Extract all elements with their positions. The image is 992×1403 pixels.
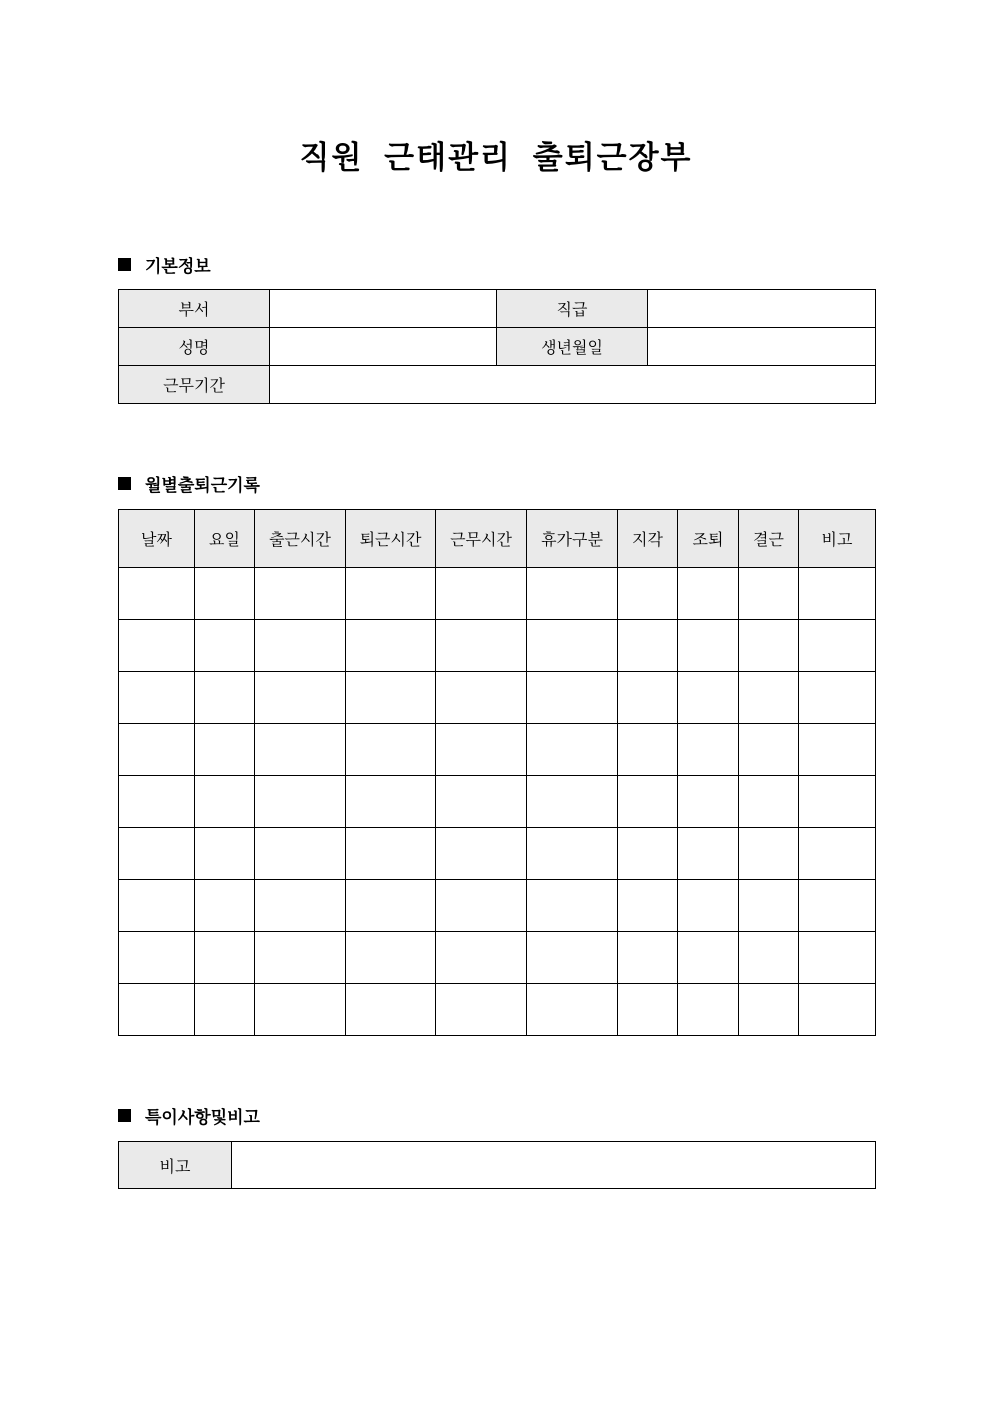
record-cell[interactable] xyxy=(739,880,799,932)
record-cell[interactable] xyxy=(195,620,255,672)
info-row-work-period xyxy=(119,366,876,404)
notes-label: 비고 xyxy=(119,1142,232,1189)
birthdate-field[interactable] xyxy=(648,328,876,366)
square-bullet-icon xyxy=(118,1109,131,1122)
record-cell[interactable] xyxy=(739,828,799,880)
record-cell[interactable] xyxy=(195,672,255,724)
record-cell[interactable] xyxy=(678,724,739,776)
notes-field[interactable] xyxy=(232,1142,876,1189)
record-cell[interactable] xyxy=(739,932,799,984)
record-cell[interactable] xyxy=(436,828,527,880)
record-cell[interactable] xyxy=(618,620,678,672)
position-label: 직급 xyxy=(497,290,648,328)
record-cell[interactable] xyxy=(255,932,346,984)
record-cell[interactable] xyxy=(799,724,876,776)
record-cell[interactable] xyxy=(739,620,799,672)
record-cell[interactable] xyxy=(527,880,618,932)
record-cell[interactable] xyxy=(618,828,678,880)
position-field[interactable] xyxy=(648,290,876,328)
record-cell[interactable] xyxy=(346,620,436,672)
record-cell[interactable] xyxy=(119,932,195,984)
record-cell[interactable] xyxy=(436,724,527,776)
record-cell[interactable] xyxy=(255,984,346,1036)
record-cell[interactable] xyxy=(799,620,876,672)
record-cell[interactable] xyxy=(527,932,618,984)
record-cell[interactable] xyxy=(678,568,739,620)
table-row xyxy=(119,828,876,880)
record-cell[interactable] xyxy=(678,828,739,880)
col-header-clock-out: 퇴근시간 xyxy=(346,510,436,568)
record-cell[interactable] xyxy=(195,932,255,984)
record-cell[interactable] xyxy=(799,672,876,724)
record-cell[interactable] xyxy=(195,880,255,932)
record-cell[interactable] xyxy=(799,880,876,932)
notes-table xyxy=(118,1141,876,1189)
record-cell[interactable] xyxy=(195,776,255,828)
record-cell[interactable] xyxy=(527,984,618,1036)
department-label: 부서 xyxy=(119,290,270,328)
record-cell[interactable] xyxy=(618,672,678,724)
record-cell[interactable] xyxy=(739,984,799,1036)
basic-info-table xyxy=(118,289,876,404)
section-heading-notes xyxy=(118,1103,260,1127)
record-cell[interactable] xyxy=(799,776,876,828)
record-cell[interactable] xyxy=(527,672,618,724)
department-field[interactable] xyxy=(270,290,497,328)
record-cell[interactable] xyxy=(346,984,436,1036)
section-heading-basic-label: 기본정보 xyxy=(145,256,211,277)
record-cell[interactable] xyxy=(618,776,678,828)
record-cell[interactable] xyxy=(255,568,346,620)
record-cell[interactable] xyxy=(346,880,436,932)
record-cell[interactable] xyxy=(195,828,255,880)
notes-row xyxy=(119,1142,876,1189)
table-row xyxy=(119,984,876,1036)
col-header-remarks: 비고 xyxy=(799,510,876,568)
record-cell[interactable] xyxy=(195,724,255,776)
record-cell[interactable] xyxy=(618,880,678,932)
table-row xyxy=(119,880,876,932)
record-cell[interactable] xyxy=(119,724,195,776)
record-cell[interactable] xyxy=(678,620,739,672)
record-cell[interactable] xyxy=(346,672,436,724)
monthly-record-table xyxy=(118,509,876,1036)
record-cell[interactable] xyxy=(527,828,618,880)
record-cell[interactable] xyxy=(678,672,739,724)
table-row xyxy=(119,672,876,724)
section-heading-monthly xyxy=(118,471,260,495)
square-bullet-icon xyxy=(118,477,131,490)
col-header-work-hours: 근무시간 xyxy=(436,510,527,568)
record-cell[interactable] xyxy=(678,776,739,828)
square-bullet-icon xyxy=(118,258,131,271)
record-cell[interactable] xyxy=(436,880,527,932)
record-body xyxy=(119,568,876,1036)
record-cell[interactable] xyxy=(195,568,255,620)
record-cell[interactable] xyxy=(618,724,678,776)
record-cell[interactable] xyxy=(255,724,346,776)
record-cell[interactable] xyxy=(436,932,527,984)
record-cell[interactable] xyxy=(255,672,346,724)
record-cell[interactable] xyxy=(119,880,195,932)
record-cell[interactable] xyxy=(739,568,799,620)
info-row-name xyxy=(119,328,876,366)
record-cell[interactable] xyxy=(739,672,799,724)
record-cell[interactable] xyxy=(346,568,436,620)
document-title: 직원 근태관리 출퇴근장부 xyxy=(299,140,693,176)
record-cell[interactable] xyxy=(739,776,799,828)
record-cell[interactable] xyxy=(119,984,195,1036)
record-cell[interactable] xyxy=(436,776,527,828)
record-cell[interactable] xyxy=(346,932,436,984)
record-cell[interactable] xyxy=(527,568,618,620)
table-row xyxy=(119,568,876,620)
record-cell[interactable] xyxy=(739,724,799,776)
record-cell[interactable] xyxy=(799,984,876,1036)
record-cell[interactable] xyxy=(678,984,739,1036)
col-header-late: 지각 xyxy=(618,510,678,568)
col-header-absence: 결근 xyxy=(739,510,799,568)
col-header-leave-type: 휴가구분 xyxy=(527,510,618,568)
record-cell[interactable] xyxy=(255,880,346,932)
record-cell[interactable] xyxy=(255,776,346,828)
section-heading-monthly-label: 월별출퇴근기록 xyxy=(145,475,260,496)
name-label: 성명 xyxy=(119,328,270,366)
record-cell[interactable] xyxy=(678,880,739,932)
record-cell[interactable] xyxy=(346,724,436,776)
record-cell[interactable] xyxy=(119,620,195,672)
col-header-clock-in: 출근시간 xyxy=(255,510,346,568)
record-cell[interactable] xyxy=(799,932,876,984)
col-header-weekday: 요일 xyxy=(195,510,255,568)
record-cell[interactable] xyxy=(527,620,618,672)
record-cell[interactable] xyxy=(195,984,255,1036)
record-cell[interactable] xyxy=(436,620,527,672)
record-cell[interactable] xyxy=(255,620,346,672)
record-cell[interactable] xyxy=(255,828,346,880)
work-period-field[interactable] xyxy=(270,366,876,404)
record-cell[interactable] xyxy=(527,776,618,828)
record-cell[interactable] xyxy=(618,984,678,1036)
record-cell[interactable] xyxy=(119,672,195,724)
col-header-early-leave: 조퇴 xyxy=(678,510,739,568)
table-row xyxy=(119,776,876,828)
record-cell[interactable] xyxy=(436,984,527,1036)
name-field[interactable] xyxy=(270,328,497,366)
col-header-date: 날짜 xyxy=(119,510,195,568)
record-cell[interactable] xyxy=(618,932,678,984)
record-cell[interactable] xyxy=(119,568,195,620)
section-heading-basic xyxy=(118,252,211,276)
info-row-department xyxy=(119,290,876,328)
record-cell[interactable] xyxy=(678,932,739,984)
record-cell[interactable] xyxy=(527,724,618,776)
work-period-label: 근무기간 xyxy=(119,366,270,404)
table-row xyxy=(119,724,876,776)
record-cell[interactable] xyxy=(436,568,527,620)
record-cell[interactable] xyxy=(346,776,436,828)
table-row xyxy=(119,932,876,984)
record-cell[interactable] xyxy=(346,828,436,880)
record-header-row xyxy=(119,510,876,568)
record-cell[interactable] xyxy=(618,568,678,620)
section-heading-notes-label: 특이사항및비고 xyxy=(145,1107,260,1128)
record-cell[interactable] xyxy=(119,776,195,828)
table-row xyxy=(119,620,876,672)
record-cell[interactable] xyxy=(799,828,876,880)
record-cell[interactable] xyxy=(436,672,527,724)
record-cell[interactable] xyxy=(119,828,195,880)
record-cell[interactable] xyxy=(799,568,876,620)
birthdate-label: 생년월일 xyxy=(497,328,648,366)
